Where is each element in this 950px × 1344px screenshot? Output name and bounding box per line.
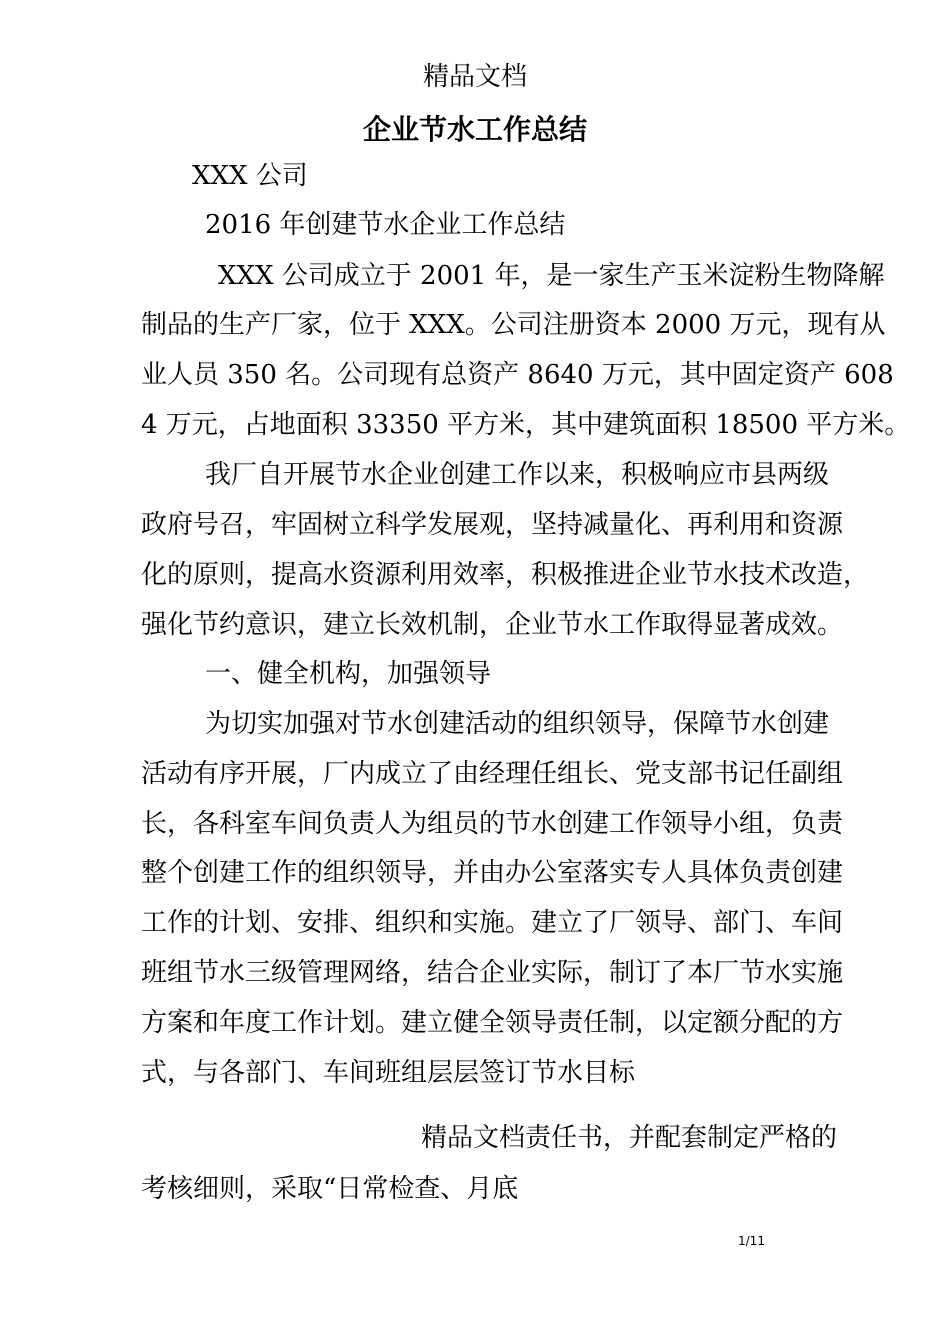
page-number: 1/11 [738,1234,765,1248]
paragraph-line: 为切实加强对节水创建活动的组织领导，保障节水创建 [205,709,830,739]
paragraph-line: 整个创建工作的组织领导，并由办公室落实专人具体负责创建 [141,858,844,888]
paragraph-line: 制品的生产厂家，位于 XXX。公司注册资本 2000 万元，现有从 [141,310,886,340]
paragraph-line: XXX 公司成立于 2001 年，是一家生产玉米淀粉生物降解 [218,261,885,291]
paragraph-line: 4 万元，占地面积 33350 平方米，其中建筑面积 18500 平方米。 [141,410,911,440]
page-header: 精品文档 [422,62,527,92]
paragraph-line: 长，各科室车间负责人为组员的节水创建工作领导小组，负责 [141,809,844,839]
document-title: 企业节水工作总结 [362,113,587,146]
paragraph-line: 工作的计划、安排、组织和实施。建立了厂领导、部门、车间 [141,908,844,938]
paragraph-line: 化的原则，提高水资源利用效率，积极推进企业节水技术改造， [141,560,870,590]
company-line: XXX 公司 [192,161,308,191]
paragraph-line: 式，与各部门、车间班组层层签订节水目标 [141,1058,636,1088]
paragraph-line: 强化节约意识，建立长效机制，企业节水工作取得显著成效。 [141,610,844,640]
paragraph-line: 政府号召，牢固树立科学发展观，坚持减量化、再利用和资源 [141,510,844,540]
paragraph-line: 班组节水三级管理网络，结合企业实际，制订了本厂节水实施 [141,958,844,988]
paragraph-line: 考核细则，采取“日常检查、月底 [141,1174,519,1204]
section-heading: 一、健全机构，加强领导 [205,659,492,689]
paragraph-line: 我厂自开展节水企业创建工作以来，积极响应市县两级 [205,460,830,490]
paragraph-line: 精品文档责任书，并配套制定严格的 [421,1123,838,1153]
paragraph-line: 活动有序开展，厂内成立了由经理任组长、党支部书记任副组 [141,759,844,789]
paragraph-line: 方案和年度工作计划。建立健全领导责任制，以定额分配的方 [141,1008,844,1038]
paragraph-line: 业人员 350 名。公司现有总资产 8640 万元，其中固定资产 608 [141,360,894,390]
subtitle-line: 2016 年创建节水企业工作总结 [205,210,566,240]
